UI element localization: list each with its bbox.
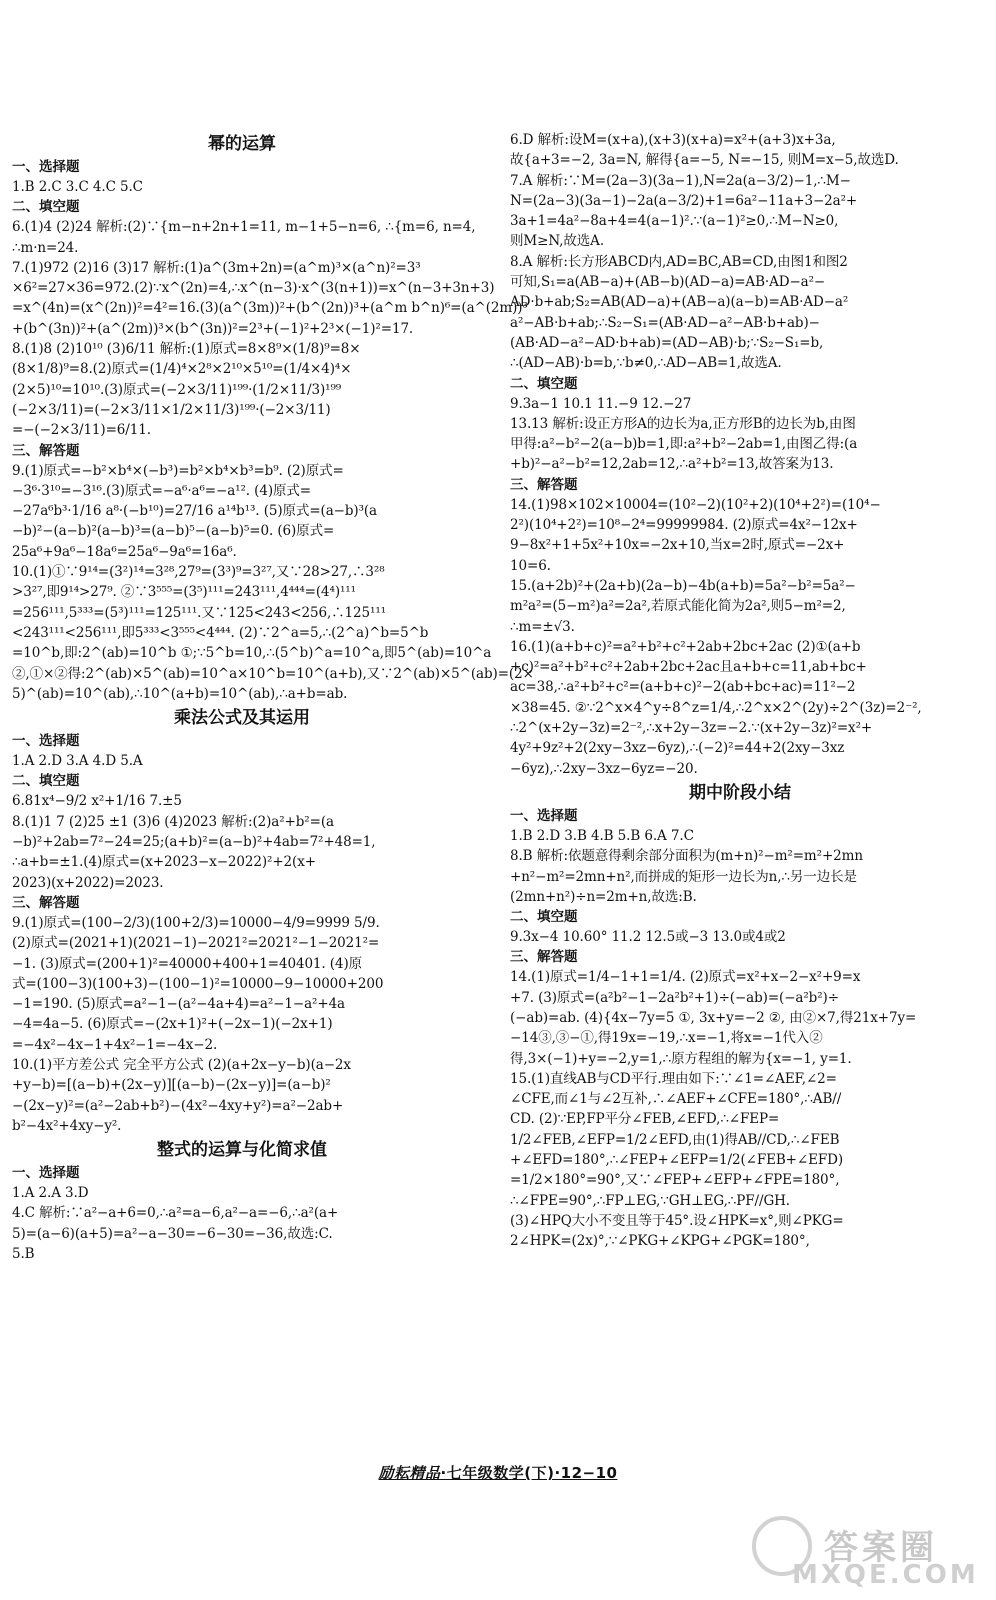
answer-line: 6.D 解析:设M=(x+a),(x+3)(x+a)=x²+(a+3)x+3a, <box>510 132 836 148</box>
answer-line: (2mn+n²)÷n=2m+n,故选:B. <box>510 888 697 905</box>
question-type-heading: 一、选择题 <box>12 1165 80 1182</box>
question-type-heading: 三、解答题 <box>510 476 578 493</box>
answer-line: 则M≥N,故选A. <box>510 233 605 250</box>
section-title: 乘法公式及其运用 <box>174 708 310 729</box>
answer-line: AD·b+ab;S₂=AB(AD−a)+(AB−a)(a−b)=AB·AD−a² <box>510 294 849 311</box>
answer-line: 故{a+3=−2, 3a=N, 解得{a=−5, N=−15, 则M=x−5,故选D. <box>510 152 899 169</box>
answer-line: 5)=(a−6)(a+5)=a²−a−30=−6−30=−36,故选:C. <box>12 1225 333 1242</box>
watermark-title: 答案圈 <box>824 1528 938 1568</box>
answer-line: +b)²−a²−b²=12,2ab=12,∴a²+b²=13,故答案为13. <box>510 456 834 473</box>
answer-line: 10.(1)①∵9¹⁴=(3²)¹⁴=3²⁸,27⁹=(3³)⁹=3²⁷,又∵28>27,∴3²⁸ <box>12 564 385 581</box>
answer-line: −6yz),∴2xy−3xz−6yz=−20. <box>510 760 698 777</box>
answer-line: 2023)(x+2022)=2023. <box>12 874 164 891</box>
answer-line: 1/2∠FEB,∠EFP=1/2∠EFD,由(1)得AB//CD,∴∠FEB <box>510 1131 840 1148</box>
answer-line: 6.81x⁴−9/2 x²+1/16 7.±5 <box>12 793 182 810</box>
answer-line: −(2x−y)²=(a²−2ab+b²)−(4x²−4xy+y²)=a²−2ab+ <box>12 1097 344 1114</box>
answer-line: ×6²=27×36=972.(2)∵x^(2n)=4,∴x^(n−3)·x^(3(n+1))=x^(n−3+3n+3) <box>12 280 495 297</box>
answer-line: −1. (3)原式=(200+1)²=40000+400+1=40401. (4)原 <box>12 955 363 972</box>
answer-line: ②,①×②得:2^(ab)×5^(ab)=10^a×10^b=10^(a+b),又∵2^(ab)×5^(ab)=(2× <box>12 665 534 682</box>
answer-line: (−ab)=ab. (4){4x−7y=5 ①, 3x+y=−2 ②, 由②×7,得21x+7y= <box>510 1009 917 1026</box>
answer-line: 14.(1)98×102×10004=(10²−2)(10²+2)(10⁴+2²)=(10⁴− <box>510 496 881 513</box>
answer-line: 可知,S₁=a(AB−a)+(AB−b)(AD−a)=AB·AD−a²− <box>510 274 826 291</box>
answer-line: (2)原式=(2021+1)(2021−1)−2021²=2021²−1−2021²= <box>12 935 380 952</box>
answer-line: ∴(AD−AB)·b=b,∵b≠0,∴AD−AB=1,故选A. <box>510 355 782 372</box>
answer-line: ∠CFE,而∠1与∠2互补,∴∠AEF+∠CFE=180°,∴AB// <box>510 1091 842 1108</box>
answer-line: (2×5)¹⁰=10¹⁰.(3)原式=(−2×3/11)¹⁹⁹·(1/2×11/3)¹⁹⁹ <box>12 381 342 398</box>
answer-line: −b)²−(a−b)²(a−b)³=(a−b)⁵−(a−b)⁵=0. (6)原式= <box>12 523 335 540</box>
answer-line: 5.B <box>12 1246 35 1263</box>
answer-line: +∠EFD=180°,∴∠FEP+∠EFP=1/2(∠FEB+∠EFD) <box>510 1152 844 1169</box>
answer-line: ∴m=±√3. <box>510 618 575 635</box>
question-type-heading: 一、选择题 <box>12 159 80 175</box>
right-column <box>510 130 970 1252</box>
answer-line: 甲得:a²−b²−2(a−b)b=1,即:a²+b²−2ab=1,由图乙得:(a <box>510 436 858 453</box>
answer-line: 1.A 2.A 3.D <box>12 1185 89 1202</box>
answer-line: 15.(a+2b)²+(2a+b)(2a−b)−4b(a+b)=5a²−b²=5a²− <box>510 577 856 594</box>
answer-line: 1.B 2.C 3.C 4.C 5.C <box>12 179 143 195</box>
answer-line: m²a²=(5−m²)a²=2a²,若原式能化简为2a²,则5−m²=2, <box>510 598 846 615</box>
answer-line: 10.(1)平方差公式 完全平方公式 (2)(a+2x−y−b)(a−2x <box>12 1056 351 1073</box>
answer-line: 6.(1)4 (2)24 解析:(2)∵{m−n+2n+1=11, m−1+5−n=6, ∴{m=6, n=4, <box>12 219 476 236</box>
question-type-heading: 一、选择题 <box>12 733 80 750</box>
answer-line: (AB·AD−a²−AD·b+ab)=(AD−AB)·b;∵S₂−S₁=b, <box>510 334 824 351</box>
answer-line: b²−4x²+4xy−y². <box>12 1117 122 1134</box>
answer-line: 25a⁶+9a⁶−18a⁶=25a⁶−9a⁶=16a⁶. <box>12 543 237 560</box>
answer-line: −27a⁶b³·1/16 a⁸·(−b¹⁰)=27/16 a¹⁴b¹³. (5)原式=(a−b)³(a <box>12 503 377 520</box>
question-type-heading: 二、填空题 <box>510 909 578 926</box>
answer-line: >3²⁷,即9¹⁴>27⁹. ②∵3⁵⁵⁵=(3⁵)¹¹¹=243¹¹¹,4⁴⁴⁴=(4⁴)¹¹¹ <box>12 584 356 601</box>
answer-line: ∴m·n=24. <box>12 239 79 256</box>
watermark <box>752 1512 982 1592</box>
answer-line: 7.(1)972 (2)16 (3)17 解析:(1)a^(3m+2n)=(a^m)³×(a^n)²=3³ <box>12 259 421 276</box>
question-type-heading: 一、选择题 <box>510 807 578 824</box>
answer-line: 4.C 解析:∵a²−a+6=0,∴a²=a−6,a²−a=−6,∴a²(a+ <box>12 1205 339 1222</box>
answer-line: −1=190. (5)原式=a²−1−(a²−4a+4)=a²−1−a²+4a <box>12 996 346 1013</box>
answer-line: 1.B 2.D 3.B 4.B 5.B 6.A 7.C <box>510 827 694 844</box>
answer-line: =1/2×180°=90°,又∵∠FEP+∠EFP+∠FPE=180°, <box>510 1172 840 1189</box>
answer-line: 2²)(10⁴+2²)=10⁸−2⁴=99999984. (2)原式=4x²−12x+ <box>510 517 858 534</box>
answer-line: N=(2a−3)(3a−1)−2a(a−3/2)+1=6a²−11a+3−2a²+ <box>510 192 858 209</box>
answer-line: ×38=45. ②∵2^x×4^y÷8^z=1/4,∴2^x×2^(2y)÷2^(3z)=2⁻², <box>510 699 922 716</box>
answer-line: (−2×3/11)=(−2×3/11×1/2×11/3)¹⁹⁹·(−2×3/11) <box>12 401 331 418</box>
footer-text: ·七年级数学(下)·12−10 <box>440 1464 618 1482</box>
answer-line: 8.B 解析:依题意得剩余部分面积为(m+n)²−m²=m²+2mn <box>510 848 863 865</box>
answer-line: +n²−m²=2mn+n²,而拼成的矩形一边长为n,∴另一边长是 <box>510 868 857 885</box>
question-type-heading: 三、解答题 <box>12 894 80 911</box>
section-title: 整式的运算与化简求值 <box>157 1140 327 1161</box>
section-title: 幂的运算 <box>208 134 276 154</box>
answer-line: =−(−2×3/11)=6/11. <box>12 422 151 439</box>
answer-line: 13.13 解析:设正方形A的边长为a,正方形B的边长为b,由图 <box>510 415 856 432</box>
answer-line: =10^b,即:2^(ab)=10^b ①;∵5^b=10,∴(5^b)^a=10^a,即5^(ab)=10^a <box>12 645 492 662</box>
answer-line: 10=6. <box>510 557 551 574</box>
watermark-url: MXQE.COM <box>792 1560 979 1590</box>
answer-line: 式=(100−3)(100+3)−(100−1)²=10000−9−10000+200 <box>12 975 384 992</box>
answer-line: +7. (3)原式=(a²b²−1−2a²b²+1)÷(−ab)=(−a²b²)÷ <box>510 989 839 1006</box>
answer-line: <243¹¹¹<256¹¹¹,即5³³³<3⁵⁵⁵<4⁴⁴⁴. (2)∵2^a=5,∴(2^a)^b=5^b <box>12 624 429 641</box>
answer-line: a²−AB·b+ab;∴S₂−S₁=(AB·AD−a²−AB·b+ab)− <box>510 314 820 331</box>
answer-line: ∴2^(x+2y−3z)=2⁻²,∴x+2y−3z=−2.∵(x+2y−3z)²=x²+ <box>510 720 873 737</box>
answer-line: ∴a+b=±1.(4)原式=(x+2023−x−2022)²+2(x+ <box>12 854 316 871</box>
answer-line: 9.(1)原式=−b²×b⁴×(−b³)=b²×b⁴×b³=b⁹. (2)原式= <box>12 462 344 479</box>
answer-line: +(b^(3n))²+(a^(2m))³×(b^(3n))²=2³+(−1)²+2³×(−1)²=17. <box>12 320 414 337</box>
answer-line: 8.A 解析:长方形ABCD内,AD=BC,AB=CD,由图1和图2 <box>510 253 848 270</box>
answer-line: 8.(1)1 7 (2)25 ±1 (3)6 (4)2023 解析:(2)a²+b²=(a <box>12 813 334 830</box>
answer-line: −b)²+2ab=7²−24=25;(a+b)²=(a−b)²+4ab=7²+48=1, <box>12 834 376 851</box>
question-type-heading: 三、解答题 <box>12 442 80 459</box>
answer-line: 16.(1)(a+b+c)²=a²+b²+c²+2ab+2bc+2ac (2)①(a+b <box>510 638 861 655</box>
answer-line: 9.3x−4 10.60° 11.2 12.5或−3 13.0或4或2 <box>510 929 786 946</box>
footer-brand: 励耘精品 <box>378 1464 441 1482</box>
question-type-heading: 三、解答题 <box>510 949 578 966</box>
answer-line: +c)²=a²+b²+c²+2ab+2bc+2ac且a+b+c=11,ab+bc+ <box>510 659 867 676</box>
answer-line: =256¹¹¹,5³³³=(5³)¹¹¹=125¹¹¹.又∵125<243<256,∴125¹¹¹ <box>12 604 386 621</box>
answer-line: −14③,③−①,得19x=−19,∴x=−1,将x=−1代入② <box>510 1030 823 1047</box>
answer-line: CD. (2)∵EP,FP平分∠FEB,∠EFD,∴∠FEP= <box>510 1111 780 1128</box>
question-type-heading: 二、填空题 <box>12 773 80 790</box>
answer-line: 9.(1)原式=(100−2/3)(100+2/3)=10000−4/9=9999 5/9. <box>12 914 380 931</box>
answer-line: −3⁶·3¹⁰=−3¹⁶.(3)原式=−a⁶·a⁶=−a¹². (4)原式= <box>12 482 312 499</box>
answer-line: ac=38,∴a²+b²+c²=(a+b+c)²−2(ab+bc+ac)=11²−2 <box>510 679 856 696</box>
answer-line: ∴∠FPE=90°,∴FP⊥EG,∵GH⊥EG,∴PF//GH. <box>510 1192 790 1209</box>
answer-line: 7.A 解析:∵M=(2a−3)(3a−1),N=2a(a−3/2)−1,∴M− <box>510 172 851 189</box>
answer-line: 4y²+9z²+2(2xy−3xz−6yz),∴(−2)²=44+2(2xy−3xz <box>510 740 845 757</box>
answer-line: −4=4a−5. (6)原式=−(2x+1)²+(−2x−1)(−2x+1) <box>12 1016 333 1033</box>
answer-line: 5)^(ab)=10^(ab),∴10^(a+b)=10^(ab),∴a+b=ab. <box>12 685 348 702</box>
answer-line: 2∠HPK=(2x)°,∵∠PKG+∠KPG+∠PGK=180°, <box>510 1233 810 1250</box>
section-title: 期中阶段小结 <box>689 782 791 803</box>
answer-line: =x^(4n)=(x^(2n))²=4²=16.(3)(a^(3m))²+(b^(2n))³+(a^m b^n)⁶=(a^(2m))³ <box>12 300 528 317</box>
answer-line: 14.(1)原式=1/4−1+1=1/4. (2)原式=x²+x−2−x²+9=x <box>510 969 861 986</box>
answer-line: 15.(1)直线AB与CD平行.理由如下:∵∠1=∠AEF,∠2= <box>510 1070 837 1087</box>
answer-line: 9.3a−1 10.1 11.−9 12.−27 <box>510 395 692 412</box>
answer-line: 8.(1)8 (2)10¹⁰ (3)6/11 解析:(1)原式=8×8⁹×(1/8)⁹=8× <box>12 341 361 358</box>
answer-line: 1.A 2.D 3.A 4.D 5.A <box>12 753 143 770</box>
answer-line: =−4x²−4x−1+4x²−1=−4x−2. <box>12 1036 218 1053</box>
answer-line: 3a+1=4a²−8a+4=4(a−1)².∵(a−1)²≥0,∴M−N≥0, <box>510 213 839 230</box>
answer-line: 9−8x²+1+5x²+10x=−2x+10,当x=2时,原式=−2x+ <box>510 537 845 554</box>
page-footer <box>0 1462 996 1483</box>
answer-line: (3)∠HPQ大小不变且等于45°.设∠HPK=x°,则∠PKG= <box>510 1212 844 1229</box>
question-type-heading: 二、填空题 <box>12 199 80 216</box>
answer-line: 得,3×(−1)+y=−2,y=1,∴原方程组的解为{x=−1, y=1. <box>510 1050 852 1067</box>
question-type-heading: 二、填空题 <box>510 375 578 392</box>
answer-line: +y−b)=[(a−b)+(2x−y)][(a−b)−(2x−y)]=(a−b)² <box>12 1077 331 1094</box>
answer-line: (8×1/8)⁹=8.(2)原式=(1/4)⁴×2⁸×2¹⁰×5¹⁰=(1/4×4)⁴× <box>12 361 352 378</box>
